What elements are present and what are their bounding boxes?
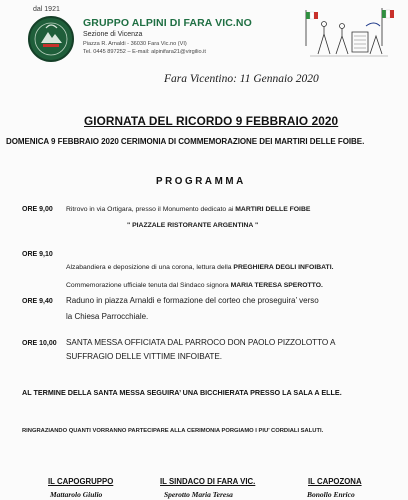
logo-year: dal 1921 (33, 6, 60, 13)
org-name: GRUPPO ALPINI DI FARA VIC.NO (83, 17, 252, 29)
signature-name-sindaco: Sperotto Maria Teresa (164, 490, 233, 499)
programma-heading: PROGRAMMA (156, 176, 246, 187)
org-address: Piazza R. Arnaldi - 36030 Fara Vic.no (VI) (83, 41, 187, 47)
signature-title-sindaco: IL SINDACO DI FARA VIC. (160, 477, 256, 486)
program-line: SANTA MESSA OFFICIATA DAL PARROCO DON PAOLO PIZZOLOTTO A (66, 338, 336, 347)
alpini-illustration-icon (296, 6, 396, 60)
program-time: ORE 10,00 (22, 340, 57, 347)
program-time: ORE 9,10 (22, 251, 53, 258)
closing-note: AL TERMINE DELLA SANTA MESSA SEGUIRA’ UNA BICCHIERATA PRESSO LA SALA A ELLE. (22, 388, 342, 397)
org-contact: Tel. 0445 897252 – E-mail: alpinifara21@virgilio.it (83, 49, 206, 55)
alpini-logo-icon (24, 10, 78, 64)
program-line: Ritrovo in via Ortigara, presso il Monumento dedicato ai MARTIRI DELLE FOIBE (66, 206, 311, 213)
program-time: ORE 9,00 (22, 206, 53, 213)
program-line: la Chiesa Parrocchiale. (66, 312, 149, 321)
program-line: Raduno in piazza Arnaldi e formazione del corteo che proseguira’ verso (66, 296, 319, 305)
place-date: Fara Vicentino: 11 Gennaio 2020 (164, 73, 319, 85)
signature-name-capozona: Bonollo Enrico (307, 490, 355, 499)
program-line: SUFFRAGIO DELLE VITTIME INFOIBATE. (66, 352, 223, 361)
thanks-note: RINGRAZIANDO QUANTI VORRANNO PARTECIPARE ALLA CERIMONIA PORGIAMO I PIU’ CORDIALI SALUTI. (22, 428, 324, 434)
program-line: Alzabandiera e deposizione di una corona, lettura della PREGHIERA DEGLI INFOIBATI. (66, 264, 334, 271)
org-section: Sezione di Vicenza (83, 31, 143, 38)
signature-title-capozona: IL CAPOZONA (308, 477, 362, 486)
subtitle: DOMENICA 9 FEBBRAIO 2020 CERIMONIA DI COMMEMORAZIONE DEI MARTIRI DELLE FOIBE. (6, 137, 365, 146)
page-title: GIORNATA DEL RICORDO 9 FEBBRAIO 2020 (84, 114, 339, 128)
signature-name-capogruppo: Mattarolo Giulio (50, 490, 103, 499)
program-line: " PIAZZALE RISTORANTE ARGENTINA " (127, 222, 259, 229)
program-time: ORE 9,40 (22, 298, 53, 305)
signature-title-capogruppo: IL CAPOGRUPPO (48, 477, 114, 486)
program-line: Commemorazione ufficiale tenuta dal Sindaco signora MARIA TERESA SPEROTTO. (66, 282, 323, 289)
